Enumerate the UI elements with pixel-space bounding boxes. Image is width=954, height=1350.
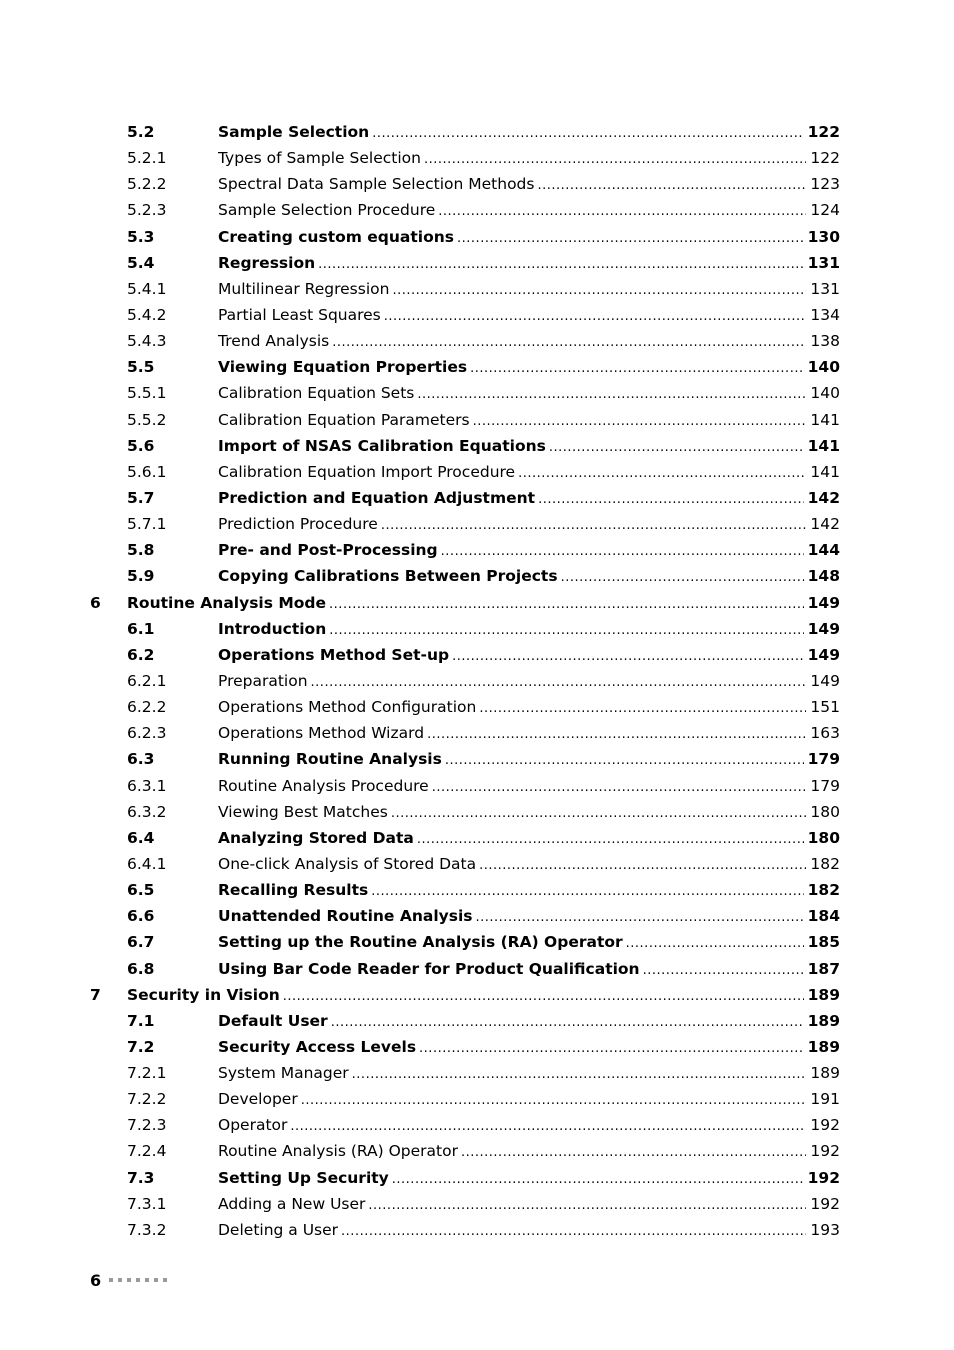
toc-entry-page: 189: [807, 985, 840, 1004]
toc-entry-page: 191: [810, 1090, 840, 1109]
toc-entry-line: [218, 694, 840, 722]
toc-entry[interactable]: [0, 642, 954, 668]
toc-entry-number: 5.4.3: [127, 332, 167, 351]
toc-entry-title: Adding a New User: [218, 1194, 366, 1213]
toc-entry-page: 140: [810, 384, 840, 403]
toc-entry-line: [218, 537, 840, 565]
dot-leader: [626, 931, 804, 957]
toc-entry[interactable]: [0, 276, 954, 302]
toc-entry-number: 5.3: [127, 227, 155, 246]
toc-entry-number: 5.5: [127, 358, 155, 377]
footer-dot: [127, 1278, 131, 1282]
toc-entry[interactable]: [0, 1112, 954, 1138]
toc-entry[interactable]: [0, 956, 954, 982]
toc-entry-line: [218, 354, 840, 382]
toc-entry-page: 149: [807, 619, 840, 638]
toc-entry-number: 5.2.1: [127, 149, 167, 168]
toc-entry-line: [218, 511, 840, 539]
toc-entry-title: Types of Sample Selection: [218, 149, 421, 168]
toc-entry-title: System Manager: [218, 1064, 349, 1083]
toc-entry-line: [218, 380, 840, 408]
toc-entry-number: 5.8: [127, 541, 155, 560]
dot-leader: [372, 121, 803, 147]
toc-entry-number: 7.2.1: [127, 1064, 167, 1083]
toc-entry-page: 149: [807, 645, 840, 664]
toc-entry[interactable]: [0, 1191, 954, 1217]
toc-entry-title: Import of NSAS Calibration Equations: [218, 436, 546, 455]
toc-entry-title: Routine Analysis Procedure: [218, 776, 429, 795]
toc-entry[interactable]: [0, 171, 954, 197]
dot-leader: [392, 278, 806, 304]
toc-entry-title: Developer: [218, 1090, 298, 1109]
toc-entry-title: Trend Analysis: [218, 332, 330, 351]
toc-entry-page: 192: [810, 1194, 840, 1213]
toc-entry[interactable]: [0, 328, 954, 354]
toc-entry-title: Preparation: [218, 671, 308, 690]
page-footer: [90, 1268, 167, 1292]
toc-entry-line: [218, 433, 840, 461]
toc-entry-page: 140: [807, 358, 840, 377]
toc-entry-line: [218, 224, 840, 252]
toc-entry-number: 5.4.1: [127, 279, 167, 298]
toc-entry-number: 7.1: [127, 1011, 155, 1030]
toc-entry-page: 138: [810, 332, 840, 351]
page-number: 6: [90, 1270, 102, 1290]
toc-entry-number: 7.2: [127, 1037, 155, 1056]
toc-entry-page: 163: [810, 724, 840, 743]
toc-entry[interactable]: [0, 485, 954, 511]
table-of-contents: [0, 119, 954, 1243]
toc-entry-line: [218, 746, 840, 774]
toc-entry[interactable]: [0, 1138, 954, 1164]
toc-entry-number: 6.8: [127, 959, 155, 978]
toc-entry-number: 7.3: [127, 1168, 155, 1187]
dot-leader: [457, 226, 804, 252]
dot-leader: [479, 696, 806, 722]
toc-entry-line: [218, 825, 840, 853]
toc-entry-number: 5.2.3: [127, 201, 167, 220]
dot-leader: [392, 1167, 804, 1193]
dot-leader: [432, 775, 807, 801]
dot-leader: [452, 644, 804, 670]
toc-entry[interactable]: [0, 407, 954, 433]
toc-entry-line: [218, 642, 840, 670]
toc-entry-line: [218, 956, 840, 984]
toc-entry-line: [127, 590, 840, 618]
toc-entry-title: Introduction: [218, 619, 327, 638]
toc-entry[interactable]: [0, 590, 954, 616]
toc-entry-line: [218, 1086, 840, 1114]
toc-entry-page: 142: [810, 515, 840, 534]
toc-entry-page: 124: [810, 201, 840, 220]
toc-entry-title: Sample Selection Procedure: [218, 201, 436, 220]
toc-entry-page: 189: [807, 1037, 840, 1056]
toc-entry-title: Unattended Routine Analysis: [218, 907, 473, 926]
toc-entry-page: 141: [810, 410, 840, 429]
toc-entry[interactable]: [0, 1034, 954, 1060]
toc-entry-number: 6.6: [127, 907, 155, 926]
toc-entry-number: 5.6: [127, 436, 155, 455]
toc-entry-line: [218, 459, 840, 487]
toc-entry-title: Running Routine Analysis: [218, 750, 442, 769]
toc-entry-title: Regression: [218, 253, 316, 272]
toc-entry-title: Setting Up Security: [218, 1168, 389, 1187]
dot-leader: [538, 487, 804, 513]
toc-entry[interactable]: [0, 720, 954, 746]
dot-leader: [427, 722, 806, 748]
toc-entry-number: 5.2.2: [127, 175, 167, 194]
dot-leader: [441, 539, 804, 565]
toc-entry-page: 189: [807, 1011, 840, 1030]
toc-entry[interactable]: [0, 903, 954, 929]
dot-leader: [417, 382, 806, 408]
toc-entry[interactable]: [0, 119, 954, 145]
dot-leader: [479, 853, 806, 879]
toc-entry-page: 182: [807, 881, 840, 900]
dot-leader: [518, 461, 806, 487]
dot-leader: [419, 1036, 804, 1062]
toc-entry-page: 179: [807, 750, 840, 769]
toc-entry-title: Prediction and Equation Adjustment: [218, 488, 536, 507]
toc-entry-number: 6.4.1: [127, 854, 167, 873]
toc-entry[interactable]: [0, 1217, 954, 1243]
toc-entry-page: 148: [807, 567, 840, 586]
toc-entry-page: 193: [810, 1220, 840, 1239]
toc-entry[interactable]: [0, 929, 954, 955]
footer-dot: [145, 1278, 149, 1282]
toc-entry-title: Operations Method Configuration: [218, 698, 477, 717]
toc-entry[interactable]: [0, 746, 954, 772]
toc-entry-page: 122: [810, 149, 840, 168]
dot-leader: [283, 984, 804, 1010]
toc-entry[interactable]: [0, 433, 954, 459]
dot-leader: [384, 304, 807, 330]
toc-entry-title: Spectral Data Sample Selection Methods: [218, 175, 535, 194]
toc-entry-title: Operations Method Set-up: [218, 645, 450, 664]
toc-entry[interactable]: [0, 354, 954, 380]
toc-entry-title: Calibration Equation Parameters: [218, 410, 470, 429]
toc-entry-line: [218, 407, 840, 435]
toc-entry-title: Pre- and Post-Processing: [218, 541, 438, 560]
dot-leader: [461, 1140, 806, 1166]
toc-entry-number: 5.7: [127, 488, 155, 507]
toc-entry-line: [218, 302, 840, 330]
toc-entry-line: [218, 1165, 840, 1193]
toc-entry-line: [218, 720, 840, 748]
toc-entry-page: 122: [807, 123, 840, 141]
toc-entry-page: 134: [810, 305, 840, 324]
toc-entry-title: Calibration Equation Import Procedure: [218, 462, 516, 481]
toc-entry-title: Routine Analysis Mode: [127, 593, 327, 612]
toc-entry-line: [127, 982, 840, 1010]
toc-entry-title: Routine Analysis (RA) Operator: [218, 1142, 458, 1161]
toc-entry-title: Operations Method Wizard: [218, 724, 425, 743]
footer-dot: [109, 1278, 113, 1282]
toc-entry-line: [218, 773, 840, 801]
toc-entry-title: Viewing Equation Properties: [218, 358, 468, 377]
toc-entry[interactable]: [0, 537, 954, 563]
toc-entry-title: Copying Calibrations Between Projects: [218, 567, 558, 586]
dot-leader: [537, 173, 806, 199]
dot-leader: [391, 801, 807, 827]
toc-entry-title: Prediction Procedure: [218, 515, 378, 534]
toc-entry[interactable]: [0, 459, 954, 485]
toc-entry-number: 6.4: [127, 828, 155, 847]
toc-entry-line: [218, 877, 840, 905]
dot-leader: [643, 958, 804, 984]
toc-entry-number: 7.3.2: [127, 1220, 167, 1239]
toc-entry-line: [218, 1138, 840, 1166]
dot-leader: [332, 330, 806, 356]
toc-entry-number: 7.3.1: [127, 1194, 167, 1213]
toc-entry-line: [218, 799, 840, 827]
toc-entry[interactable]: [0, 1008, 954, 1034]
toc-entry-number: 5.6.1: [127, 462, 167, 481]
toc-entry-number: 5.9: [127, 567, 155, 586]
toc-entry-line: [218, 563, 840, 591]
dot-leader: [329, 592, 804, 618]
toc-entry-page: 189: [810, 1064, 840, 1083]
toc-entry[interactable]: [0, 511, 954, 537]
toc-entry-line: [218, 851, 840, 879]
toc-entry[interactable]: [0, 1086, 954, 1112]
toc-entry-title: Recalling Results: [218, 881, 369, 900]
toc-entry[interactable]: [0, 825, 954, 851]
dot-leader: [311, 670, 807, 696]
footer-dot: [136, 1278, 140, 1282]
dot-leader: [371, 879, 803, 905]
toc-entry-number: 6.2.3: [127, 724, 167, 743]
toc-entry-number: 6.3.2: [127, 802, 167, 821]
toc-entry-number: 6: [90, 593, 101, 612]
toc-entry-title: Default User: [218, 1011, 328, 1030]
dot-leader: [470, 356, 804, 382]
toc-entry-line: [218, 1112, 840, 1140]
toc-entry[interactable]: [0, 302, 954, 328]
toc-entry-line: [218, 1060, 840, 1088]
toc-entry-number: 6.1: [127, 619, 155, 638]
toc-entry[interactable]: [0, 197, 954, 223]
toc-entry-page: 180: [807, 828, 840, 847]
dot-leader: [381, 513, 807, 539]
toc-entry-line: [218, 1191, 840, 1219]
toc-entry-number: 6.5: [127, 881, 155, 900]
dot-leader: [445, 748, 804, 774]
toc-entry[interactable]: [0, 851, 954, 877]
toc-entry-line: [218, 145, 840, 173]
toc-entry-number: 5.4.2: [127, 305, 167, 324]
toc-entry-title: Creating custom equations: [218, 227, 455, 246]
toc-entry[interactable]: [0, 224, 954, 250]
toc-entry-page: 131: [807, 253, 840, 272]
toc-entry-page: 182: [810, 854, 840, 873]
dot-leader: [341, 1219, 806, 1245]
toc-entry-title: Setting up the Routine Analysis (RA) Operator: [218, 933, 623, 952]
toc-entry-title: Security Access Levels: [218, 1037, 417, 1056]
toc-entry-page: 131: [810, 279, 840, 298]
toc-entry-line: [218, 328, 840, 356]
toc-entry-title: One-click Analysis of Stored Data: [218, 854, 477, 873]
toc-entry[interactable]: [0, 1060, 954, 1086]
toc-entry-title: Calibration Equation Sets: [218, 384, 415, 403]
toc-entry[interactable]: [0, 250, 954, 276]
toc-entry-number: 6.3.1: [127, 776, 167, 795]
dot-leader: [290, 1114, 806, 1140]
toc-entry-number: 7.2.4: [127, 1142, 167, 1161]
toc-entry-page: 144: [807, 541, 840, 560]
toc-entry-number: 5.5.1: [127, 384, 167, 403]
toc-entry-page: 149: [810, 671, 840, 690]
toc-entry-page: 179: [810, 776, 840, 795]
toc-entry-line: [218, 171, 840, 199]
toc-entry[interactable]: [0, 563, 954, 589]
toc-entry-line: [218, 1034, 840, 1062]
toc-entry-line: [218, 616, 840, 644]
toc-entry-title: Analyzing Stored Data: [218, 828, 414, 847]
toc-entry[interactable]: [0, 380, 954, 406]
toc-entry-page: 187: [807, 959, 840, 978]
dot-leader: [473, 409, 807, 435]
toc-entry-title: Sample Selection: [218, 123, 370, 141]
toc-entry[interactable]: [0, 694, 954, 720]
toc-entry-page: 149: [807, 593, 840, 612]
dot-leader: [318, 252, 803, 278]
dot-leader: [368, 1193, 806, 1219]
dot-leader: [476, 905, 804, 931]
toc-entry[interactable]: [0, 616, 954, 642]
toc-entry-line: [218, 250, 840, 278]
toc-entry-number: 7.2.3: [127, 1116, 167, 1135]
toc-entry[interactable]: [0, 773, 954, 799]
toc-entry-number: 6.2.1: [127, 671, 167, 690]
toc-entry-number: 7: [90, 985, 101, 1004]
dot-leader: [301, 1088, 807, 1114]
dot-leader: [352, 1062, 807, 1088]
dot-leader: [561, 565, 804, 591]
toc-entry-title: Operator: [218, 1116, 288, 1135]
toc-entry-line: [218, 1008, 840, 1036]
toc-entry-number: 7.2.2: [127, 1090, 167, 1109]
toc-entry-line: [218, 276, 840, 304]
toc-entry-page: 192: [807, 1168, 840, 1187]
footer-dot: [163, 1278, 167, 1282]
toc-entry-page: 141: [807, 436, 840, 455]
dot-leader: [549, 435, 804, 461]
dot-leader: [417, 827, 804, 853]
toc-entry-page: 130: [807, 227, 840, 246]
toc-entry-line: [218, 668, 840, 696]
toc-entry-title: Multilinear Regression: [218, 279, 390, 298]
toc-entry-title: Using Bar Code Reader for Product Qualification: [218, 959, 640, 978]
footer-dot: [118, 1278, 122, 1282]
toc-entry-number: 6.3: [127, 750, 155, 769]
toc-entry-title: Partial Least Squares: [218, 305, 381, 324]
toc-entry-page: 123: [810, 175, 840, 194]
toc-entry[interactable]: [0, 799, 954, 825]
toc-entry-line: [218, 1217, 840, 1245]
toc-entry-page: 184: [807, 907, 840, 926]
dot-leader: [331, 1010, 804, 1036]
toc-entry[interactable]: [0, 877, 954, 903]
toc-entry-page: 192: [810, 1116, 840, 1135]
toc-entry-number: 5.7.1: [127, 515, 167, 534]
toc-entry[interactable]: [0, 1165, 954, 1191]
footer-dot-ornament: [109, 1278, 167, 1282]
toc-entry[interactable]: [0, 668, 954, 694]
toc-entry-number: 6.2: [127, 645, 155, 664]
toc-entry-page: 141: [810, 462, 840, 481]
toc-entry-number: 6.2.2: [127, 698, 167, 717]
toc-entry-title: Viewing Best Matches: [218, 802, 388, 821]
dot-leader: [424, 147, 806, 173]
toc-entry-line: [218, 903, 840, 931]
toc-entry[interactable]: [0, 145, 954, 171]
toc-entry-number: 5.4: [127, 253, 155, 272]
toc-entry-line: [218, 485, 840, 513]
toc-entry-title: Security in Vision: [127, 985, 280, 1004]
toc-entry-title: Deleting a User: [218, 1220, 339, 1239]
toc-entry[interactable]: [0, 982, 954, 1008]
toc-entry-number: 5.5.2: [127, 410, 167, 429]
toc-entry-line: [218, 929, 840, 957]
toc-entry-page: 142: [807, 488, 840, 507]
dot-leader: [329, 618, 803, 644]
toc-entry-page: 180: [810, 802, 840, 821]
dot-leader: [438, 199, 806, 225]
toc-entry-number: 5.2: [127, 123, 155, 141]
toc-entry-page: 192: [810, 1142, 840, 1161]
footer-dot: [154, 1278, 158, 1282]
toc-entry-page: 185: [807, 933, 840, 952]
toc-entry-page: 151: [810, 698, 840, 717]
toc-entry-number: 6.7: [127, 933, 155, 952]
toc-entry-line: [218, 197, 840, 225]
toc-entry-line: [218, 119, 840, 147]
